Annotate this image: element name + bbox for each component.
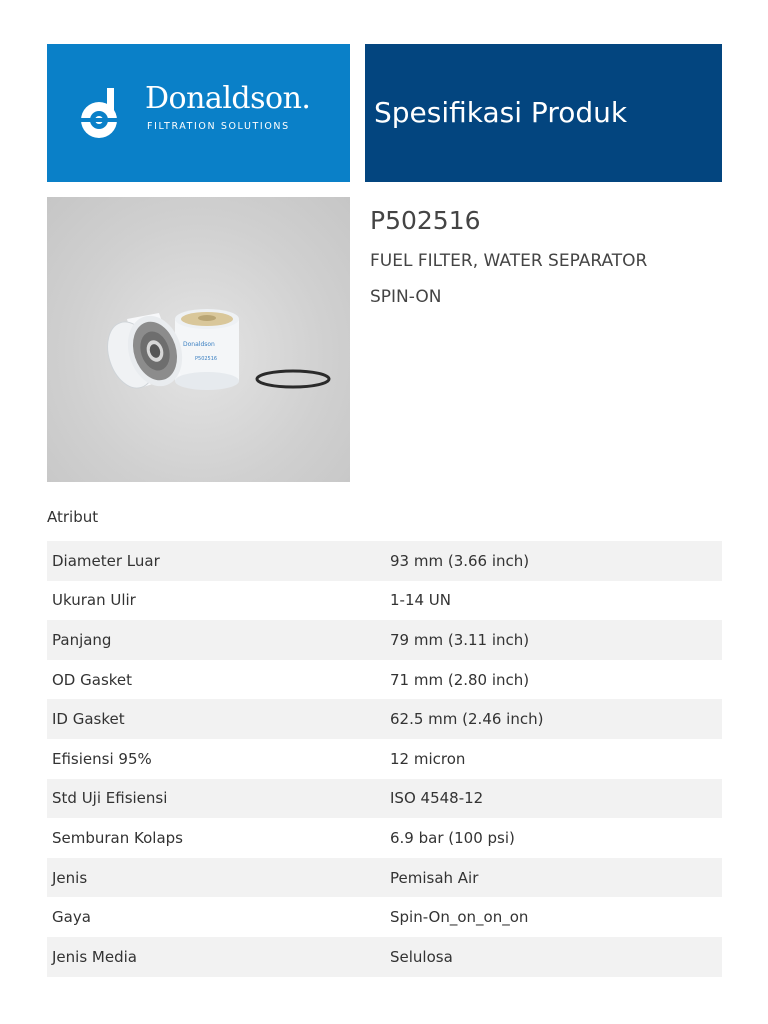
spec-value: 1-14 UN <box>390 591 452 610</box>
spec-label: Jenis <box>52 868 88 887</box>
fuel-filter-illustration <box>47 197 350 482</box>
spec-table <box>47 541 722 977</box>
table-row <box>47 620 722 660</box>
spec-label: ID Gasket <box>52 710 125 729</box>
table-row <box>47 699 722 739</box>
spec-label: Std Uji Efisiensi <box>52 789 168 808</box>
spec-value: Selulosa <box>390 947 453 966</box>
spec-value: Spin-On_on_on_on <box>390 908 529 927</box>
title-panel <box>365 44 722 182</box>
donaldson-logo-icon <box>77 88 123 142</box>
spec-label: Ukuran Ulir <box>52 591 136 610</box>
table-row <box>47 660 722 700</box>
spec-value: Pemisah Air <box>390 868 479 887</box>
spec-label: Panjang <box>52 630 112 649</box>
spec-value: 6.9 bar (100 psi) <box>390 828 515 847</box>
table-row <box>47 541 722 581</box>
page-title: Spesifikasi Produk <box>374 96 628 129</box>
table-row <box>47 779 722 819</box>
spec-value: 12 micron <box>390 749 466 768</box>
spec-value: ISO 4548-12 <box>390 789 484 808</box>
spec-value: 62.5 mm (2.46 inch) <box>390 710 544 729</box>
part-number: P502516 <box>370 206 481 235</box>
table-row <box>47 858 722 898</box>
spec-label: Gaya <box>52 908 91 927</box>
spec-label: Diameter Luar <box>52 551 160 570</box>
spec-value: 93 mm (3.66 inch) <box>390 551 530 570</box>
brand-name: Donaldson. <box>145 81 311 116</box>
table-row <box>47 818 722 858</box>
photo-brand-text: Donaldson <box>183 341 215 348</box>
photo-part-text: P502516 <box>195 356 218 362</box>
table-row <box>47 897 722 937</box>
table-row <box>47 739 722 779</box>
spec-label: Semburan Kolaps <box>52 828 183 847</box>
product-image <box>47 197 350 482</box>
spec-label: Jenis Media <box>52 947 137 966</box>
spec-label: OD Gasket <box>52 670 133 689</box>
brand-tagline: FILTRATION SOLUTIONS <box>147 121 290 132</box>
product-type: SPIN-ON <box>370 287 442 307</box>
spec-label: Efisiensi 95% <box>52 749 152 768</box>
attributes-heading: Atribut <box>47 508 99 526</box>
table-row <box>47 581 722 621</box>
table-row <box>47 937 722 977</box>
product-description: FUEL FILTER, WATER SEPARATOR <box>370 251 648 271</box>
spec-value: 71 mm (2.80 inch) <box>390 670 530 689</box>
spec-value: 79 mm (3.11 inch) <box>390 630 530 649</box>
brand-logo-panel <box>47 44 350 182</box>
